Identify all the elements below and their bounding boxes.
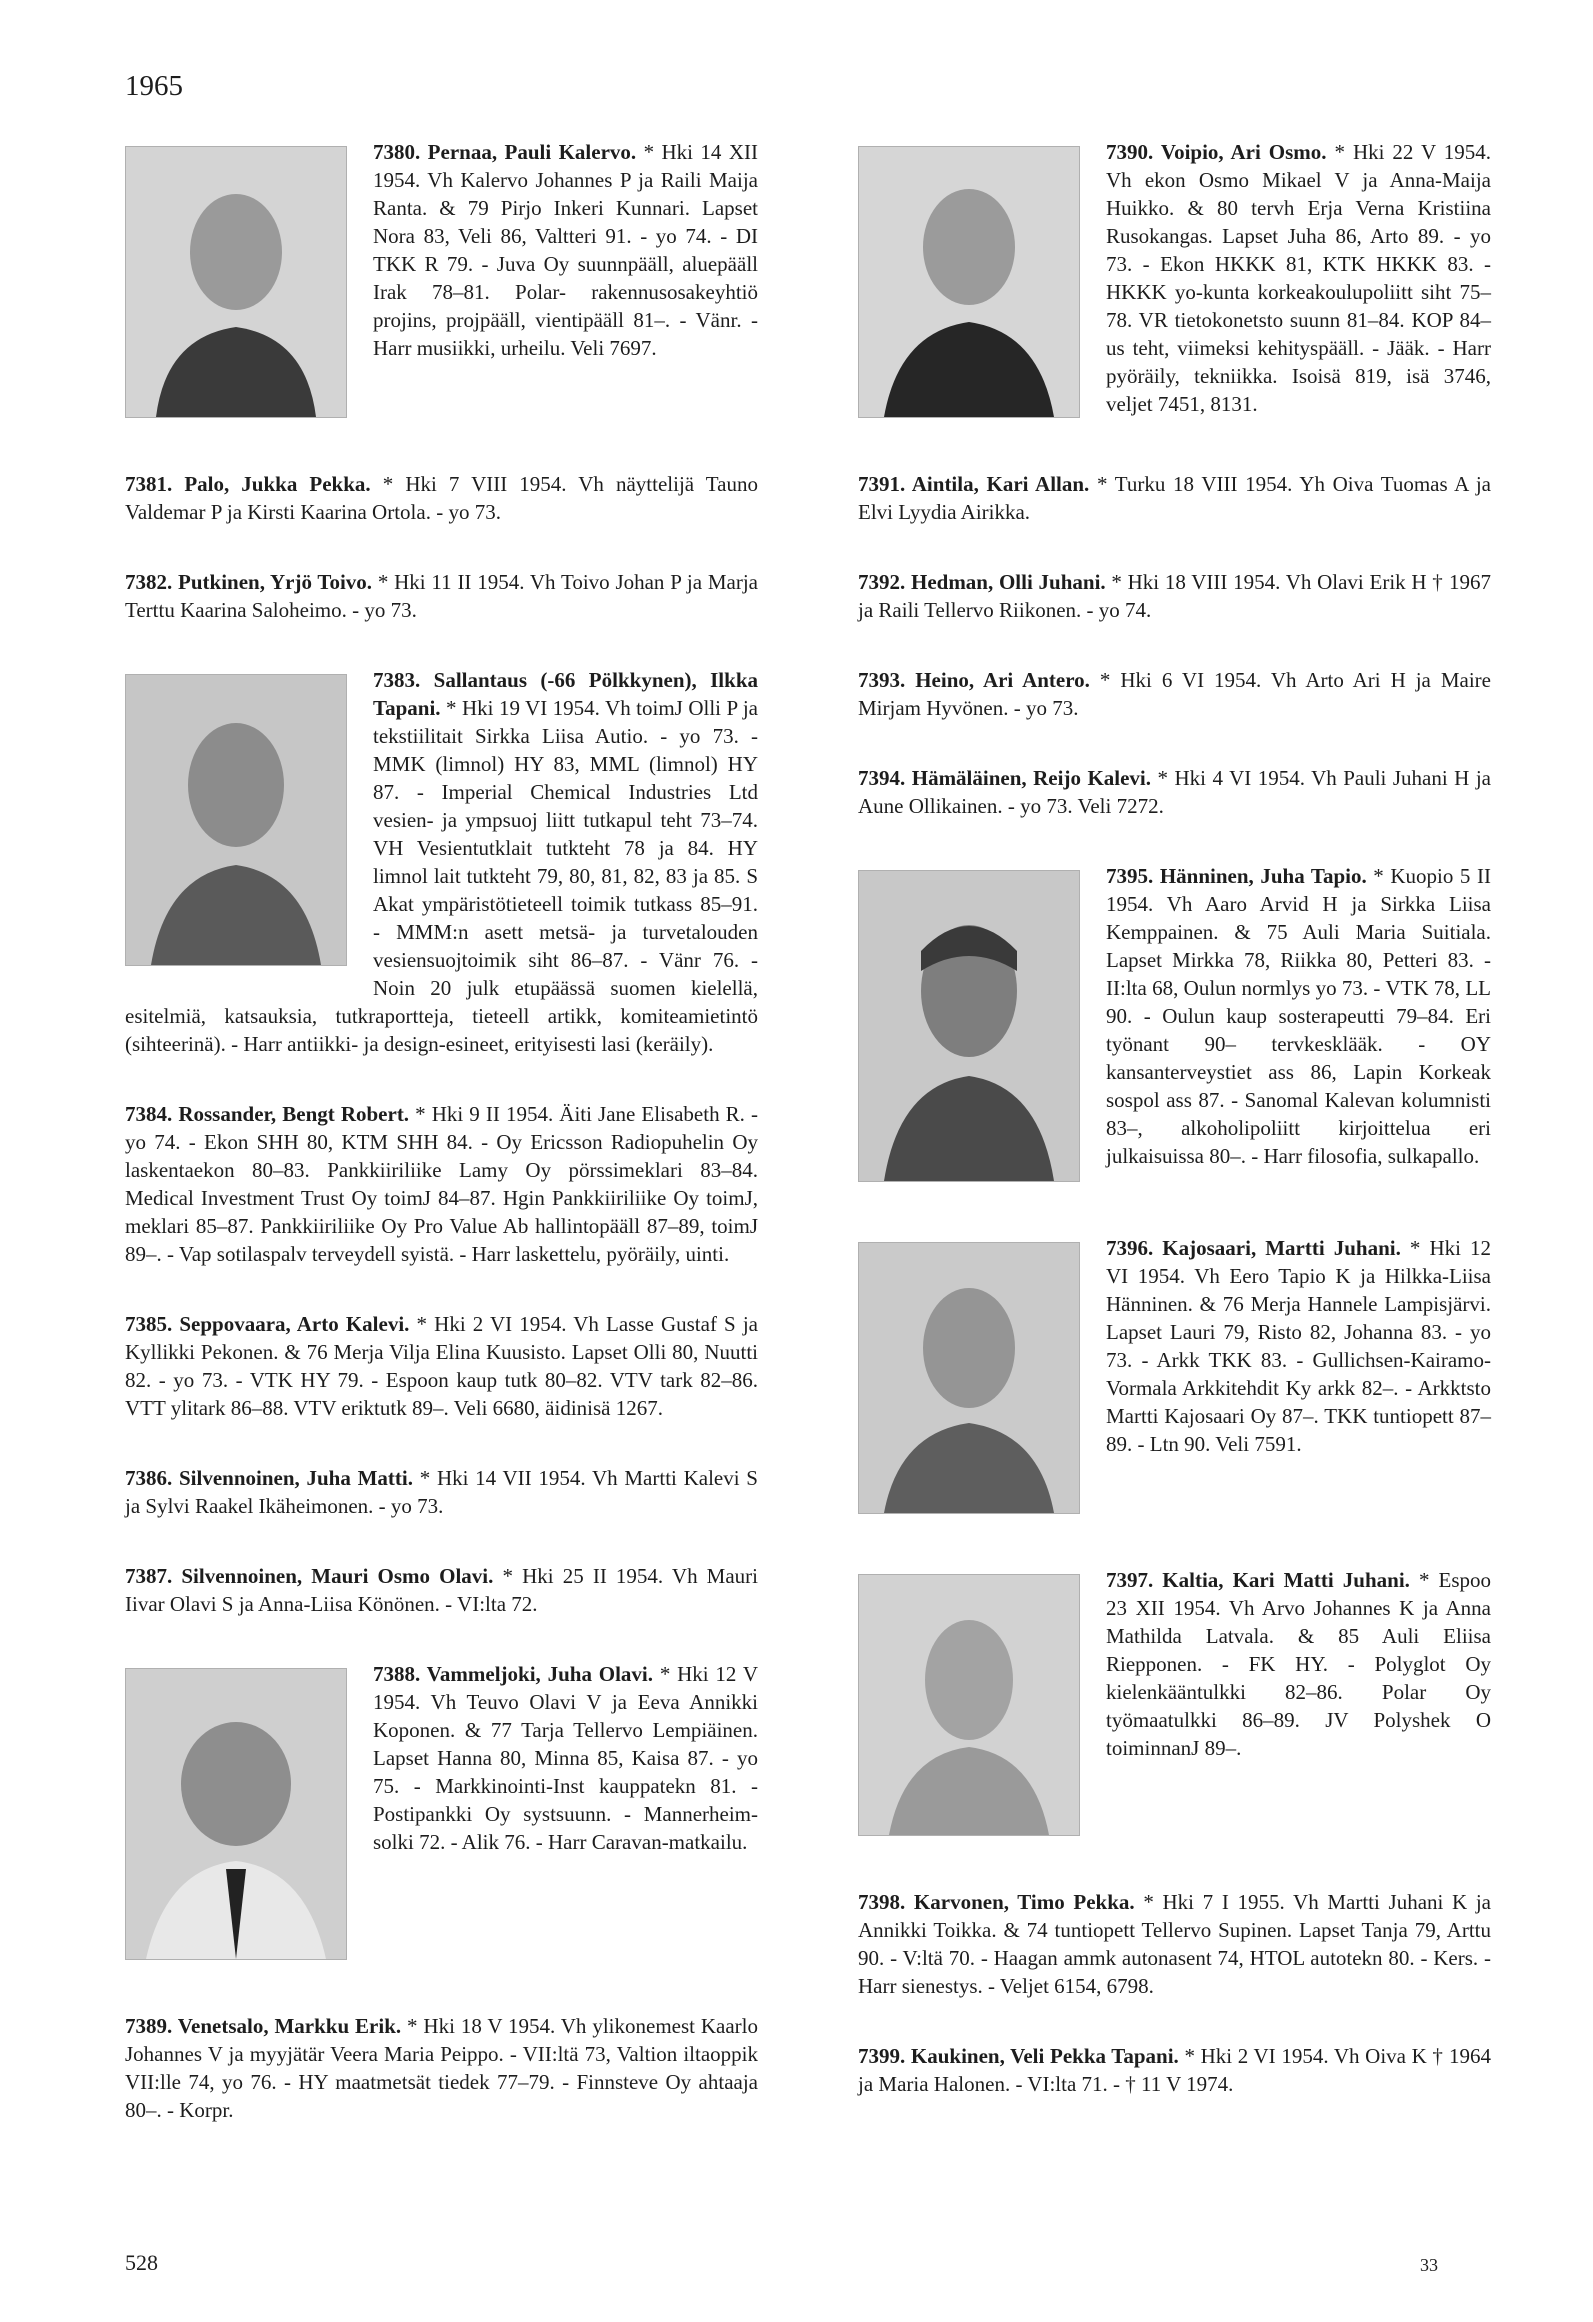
- left-column: [125, 138, 758, 2124]
- portrait-icon: [126, 1669, 346, 1959]
- entry-7387: 7387. Silvennoinen, Mauri Osmo Olavi. * Hki 25 II 1954. Vh Mauri Iivar Olavi S ja Anna-Liisa Könönen. - VI:lta 72.: [125, 1564, 758, 1616]
- entry-7390: 7390. Voipio, Ari Osmo. * Hki 22 V 1954. Vh ekon Osmo Mikael V ja Anna-Maija Huikko. & 80 tervh Erja Verna Kristiina Rusokangas. Lapset Juha 86, Arto 89. - yo 73. - Ekon HKKK 81, KTK HKKK 83. - HKKK yo-kunta korkeakoulupoliitt siht 75–78. VR tietokonetsto suunn 81–84. KOP 84– us teht, viimeksi kehityspääll. - Jääk. - Harr pyöräily, tekniikka. Isoisä 819, isä 3746, veljet 7451, 8131.: [858, 138, 1491, 428]
- entry-7386: 7386. Silvennoinen, Juha Matti. * Hki 14 VII 1954. Vh Martti Kalevi S ja Sylvi Raakel Ikäheimonen. - yo 73.: [125, 1466, 758, 1518]
- entry-7383: 7383. Sallantaus (-66 Pölkkynen), Ilkka Tapani. * Hki 19 VI 1954. Vh toimJ Olli P ja tekstiilitait Sirkka Liisa Autio. - yo 73. - MMK (limnol) HY 83, MML (limnol) HY 87. - Imperial Chemical Industries Ltd vesien- ja ympsuoj liitt tutkapul teht 73–74. VH Vesientutklait tutkteht 78 ja 84. HY limnol lait tutkteht 79, 80, 81, 82, 83 ja 85. S Akat ympäristötieteell toimik tutkass 85–91. - MMM:n asett metsä- ja turvetalouden vesiensuojtoimik siht 86–87. - Vänr 76. - Noin 20 julk etupäässä suomen kielellä, esitelmiä, katsauksia, tutkraportteja, tieteell artikk, komiteamietintö (sihteerinä). - Harr antiikki- ja design-esineet, erityisesti lasi (keräily).: [125, 668, 758, 1056]
- portrait-photo: [125, 674, 347, 966]
- portrait-icon: [859, 1243, 1079, 1513]
- entry-7399: 7399. Kaukinen, Veli Pekka Tapani. * Hki 2 VI 1954. Vh Oiva K † 1964 ja Maria Halonen. - VI:lta 71. - † 11 V 1974.: [858, 2044, 1491, 2096]
- entry-7382: 7382. Putkinen, Yrjö Toivo. * Hki 11 II 1954. Vh Toivo Johan P ja Marja Terttu Kaarina Saloheimo. - yo 73.: [125, 570, 759, 622]
- entry-7392: 7392. Hedman, Olli Juhani. * Hki 18 VIII 1954. Vh Olavi Erik H † 1967 ja Raili Tellervo Riikonen. - yo 74.: [858, 570, 1491, 622]
- portrait-icon: [126, 147, 346, 417]
- entry-7380: 7380. Pernaa, Pauli Kalervo. * Hki 14 XII 1954. Vh Kalervo Johannes P ja Raili Maija Ranta. & 79 Pirjo Inkeri Kunnari. Lapset Nora 83, Veli 86, Valtteri 91. - yo 74. - DI TKK R 79. - Juva Oy suunnpääll, aluepääll Irak 78–81. Polar- rakennusosakeyhtiö projins, projpääll, vientipääll 81–. - Vänr. - Harr musiikki, urheilu. Veli 7697.: [125, 138, 758, 428]
- right-column: [858, 138, 1491, 2098]
- entry-7394: 7394. Hämäläinen, Reijo Kalevi. * Hki 4 VI 1954. Vh Pauli Juhani H ja Aune Ollikainen. - yo 73. Veli 7272.: [858, 766, 1491, 818]
- entry-7397: 7397. Kaltia, Kari Matti Juhani. * Espoo 23 XII 1954. Vh Arvo Johannes K ja Anna Mathilda Latvala. & 85 Auli Eliisa Riepponen. - FK HY. - Polyglot Oy kielenkääntulkki 82–86. Polar Oy työmaatulkki 86–89. JV Polyshek O toiminnanJ 89–.: [858, 1566, 1491, 1846]
- portrait-photo: [858, 146, 1080, 418]
- entry-7393: 7393. Heino, Ari Antero. * Hki 6 VI 1954. Vh Arto Ari H ja Maire Mirjam Hyvönen. - yo 73.: [858, 668, 1491, 720]
- portrait-icon: [859, 147, 1079, 417]
- portrait-icon: [126, 675, 346, 965]
- entry-7389: 7389. Venetsalo, Markku Erik. * Hki 18 V 1954. Vh ylikonemest Kaarlo Johannes V ja myyjätär Veera Maria Peippo. - VII:ltä 73, Valtion iltaoppik VII:lle 74, yo 76. - HY maatmetsät tiedek 77–79. - Finnsteve Oy ahtaaja 80–. - Korpr.: [125, 2014, 759, 2122]
- page-year: 1965: [125, 70, 183, 102]
- page-number: 528: [125, 2250, 158, 2275]
- portrait-icon: [859, 1575, 1079, 1835]
- portrait-photo: [858, 870, 1080, 1182]
- footer-mark: 33: [1420, 2255, 1438, 2275]
- entry-7395: 7395. Hänninen, Juha Tapio. * Kuopio 5 II 1954. Vh Aaro Arvid H ja Sirkka Liisa Kemppainen. & 75 Auli Maria Suitiala. Lapset Mirkka 78, Riikka 80, Petteri 83. - II:lta 68, Oulun normlys yo 73. - VTK 78, LL 90. - Oulun kaup sosterapeutti 79–84. Eri työnant 90– tervkesklääk. - OY kansanterveystiet ass 86, Lapin Korkeak sospol ass 87. - Sanomal Kalevan kolumnisti 83–, alkoholipoliitt kirjoittelua eri julkaisuissa 80–. - Harr filosofia, sulkapallo.: [858, 862, 1491, 1192]
- entry-7381: 7381. Palo, Jukka Pekka. * Hki 7 VIII 1954. Vh näyttelijä Tauno Valdemar P ja Kirsti Kaarina Ortola. - yo 73.: [125, 472, 758, 524]
- portrait-photo: [858, 1242, 1080, 1514]
- portrait-photo: [858, 1574, 1080, 1836]
- portrait-photo: [125, 146, 347, 418]
- entry-7396: 7396. Kajosaari, Martti Juhani. * Hki 12 VI 1954. Vh Eero Tapio K ja Hilkka-Liisa Hänninen. & 76 Merja Hannele Lampisjärvi. Lapset Lauri 79, Risto 82, Johanna 83. - yo 73. - Arkk TKK 83. - Gullichsen-Kairamo-Vormala Arkkitehdit Ky arkk 82–. - Arkktsto Martti Kajosaari Oy 87–. TKK tuntiopett 87–89. - Ltn 90. Veli 7591.: [858, 1234, 1491, 1524]
- entry-7388: 7388. Vammeljoki, Juha Olavi. * Hki 12 V 1954. Vh Teuvo Olavi V ja Eeva Annikki Koponen. & 77 Tarja Tellervo Lempiäinen. Lapset Hanna 80, Minna 85, Kaisa 87. - yo 75. - Markkinointi-Inst kauppatekn 81. - Postipankki Oy systsuunn. - Mannerheim-solki 72. - Alik 76. - Harr Caravan-matkailu.: [125, 1660, 758, 1970]
- portrait-icon: [859, 871, 1079, 1181]
- entry-7391: 7391. Aintila, Kari Allan. * Turku 18 VIII 1954. Yh Oiva Tuomas A ja Elvi Lyydia Airikka.: [858, 472, 1491, 524]
- entry-7384: 7384. Rossander, Bengt Robert. * Hki 9 II 1954. Äiti Jane Elisabeth R. - yo 74. - Ekon SHH 80, KTM SHH 84. - Oy Ericsson Radiopuhelin Oy laskentaekon 80–83. Pankkiiriliike Lamy Oy pörssimeklari 83–84. Medical Investment Trust Oy toimJ 84–87. Hgin Pankkiiriliike Oy toimJ, meklari 85–87. Pankkiiriliike Oy Pro Value Ab hallintopääll 87–89, toimJ 89–. - Vap sotilaspalv terveydell syistä. - Harr laskettelu, pyöräily, uinti.: [125, 1102, 758, 1266]
- entry-7398: 7398. Karvonen, Timo Pekka. * Hki 7 I 1955. Vh Martti Juhani K ja Annikki Toikka. & 74 tuntiopett Tellervo Supinen. Lapset Tanja 79, Arttu 90. - V:ltä 70. - Haagan ammk autonasent 74, HTOL autotekn 80. - Kers. - Harr sienestys. - Veljet 6154, 6798.: [858, 1890, 1491, 1998]
- portrait-photo: [125, 1668, 347, 1960]
- entry-7385: 7385. Seppovaara, Arto Kalevi. * Hki 2 VI 1954. Vh Lasse Gustaf S ja Kyllikki Pekonen. & 76 Merja Vilja Elina Kuusisto. Lapset Olli 80, Nuutti 82. - yo 73. - VTK HY 79. - Espoon kaup tutk 80–82. VTV tark 82–86. VTT ylitark 86–88. VTV eriktutk 89–. Veli 6680, äidinisä 1267.: [125, 1312, 759, 1420]
